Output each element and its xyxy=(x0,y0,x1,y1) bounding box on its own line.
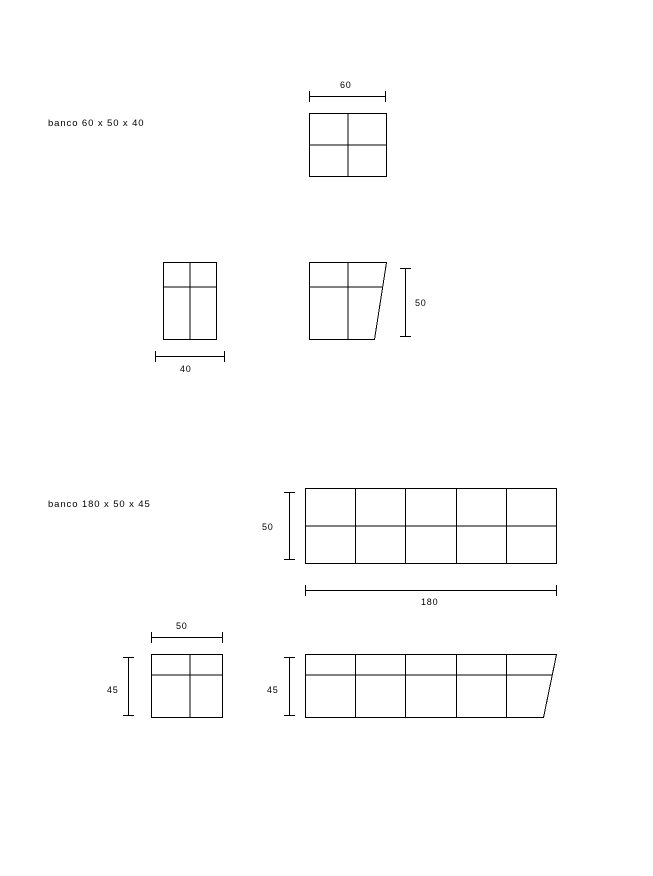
dimension-label-40: 40 xyxy=(180,364,192,374)
dimension-tick-50-bottom xyxy=(400,336,411,337)
dimension-line-45-side xyxy=(128,657,129,716)
dimension-tick-60-left xyxy=(309,91,310,102)
dimension-tick-40-left xyxy=(155,351,156,362)
dimension-tick-45-front-bottom xyxy=(284,715,295,716)
dimension-tick-45-front-top xyxy=(284,657,295,658)
side-view-large xyxy=(151,654,223,718)
front-view-small xyxy=(309,262,391,342)
dimension-tick-45-side-bottom xyxy=(123,715,134,716)
dimension-label-45-front: 45 xyxy=(267,685,279,695)
dimension-line-50-height xyxy=(405,268,406,336)
side-view-small xyxy=(163,262,217,340)
dimension-label-50-height: 50 xyxy=(415,298,427,308)
dimension-tick-50-depth-bottom xyxy=(284,559,295,560)
dimension-tick-50-width-left xyxy=(151,632,152,643)
dimension-tick-50-depth-top xyxy=(284,492,295,493)
dimension-line-50-width xyxy=(151,637,223,638)
dimension-label-45-side: 45 xyxy=(107,685,119,695)
dimension-label-50-width: 50 xyxy=(176,621,188,631)
dimension-line-45-front xyxy=(289,657,290,716)
top-view-large xyxy=(305,488,557,564)
dimension-tick-50-top xyxy=(400,268,411,269)
dimension-label-180: 180 xyxy=(421,597,439,607)
dimension-label-50-depth: 50 xyxy=(262,522,274,532)
part-label-bench-small: banco 60 x 50 x 40 xyxy=(48,118,145,129)
dimension-line-50-depth xyxy=(289,492,290,560)
front-view-large xyxy=(305,654,563,718)
top-view-small xyxy=(309,113,387,177)
dimension-tick-45-side-top xyxy=(123,657,134,658)
dimension-tick-40-right xyxy=(224,351,225,362)
dimension-line-40 xyxy=(155,356,225,357)
dimension-line-180 xyxy=(305,590,557,591)
dimension-tick-180-left xyxy=(305,585,306,596)
dimension-tick-50-width-right xyxy=(222,632,223,643)
part-label-bench-large: banco 180 x 50 x 45 xyxy=(48,499,151,510)
dimension-tick-60-right xyxy=(385,91,386,102)
dimension-line-60 xyxy=(309,96,386,97)
dimension-tick-180-right xyxy=(556,585,557,596)
dimension-label-60: 60 xyxy=(340,80,352,90)
